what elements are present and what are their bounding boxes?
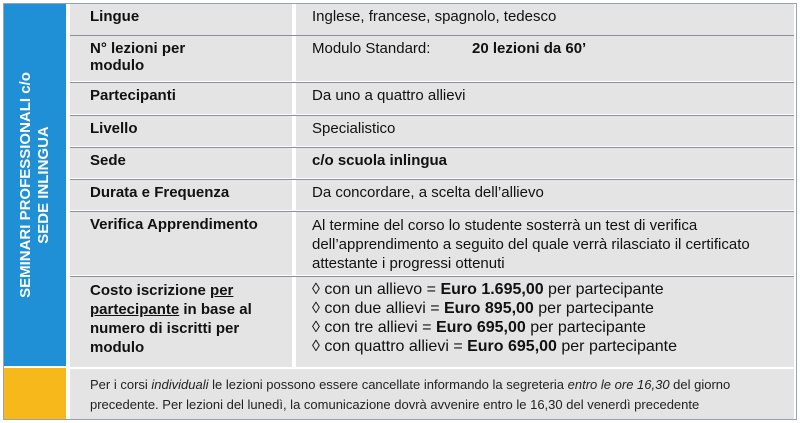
row-costo [70, 277, 794, 367]
row-label-line2: modulo [90, 57, 145, 74]
note-text: del giorno [669, 377, 731, 392]
row-label: Durata e Frequenza [70, 180, 292, 210]
value-line: attestante i progressi ottenuti [312, 255, 505, 272]
row-value: Inglese, francese, spagnolo, tedesco [296, 4, 794, 35]
diamond-icon: ◊ [312, 319, 320, 336]
price-amount: Euro 695,00 [435, 319, 526, 336]
sidebar-banner [4, 4, 66, 366]
cancellation-note [70, 369, 794, 419]
row-value [296, 277, 794, 367]
row-lingue [70, 4, 794, 35]
price-amount: Euro 1.695,00 [440, 281, 544, 298]
sidebar-title-line1: SEMINARI PROFESSIONALI c/o [17, 72, 34, 298]
sidebar-title [17, 72, 53, 298]
row-value: Da uno a quattro allievi [296, 83, 794, 114]
value-line: Al termine del corso lo studente sosterrà un test di verifica [312, 217, 698, 234]
row-label-line1: N° lezioni per [90, 40, 186, 57]
row-durata [70, 180, 794, 210]
row-label: Verifica Apprendimento [70, 212, 292, 275]
diamond-icon: ◊ [312, 281, 320, 298]
price-prefix: con un allievo = [324, 281, 441, 298]
price-amount: Euro 895,00 [444, 300, 534, 317]
row-label: Lingue [70, 4, 292, 35]
price-prefix: con tre allievi = [324, 319, 436, 336]
note-text: Per i corsi [90, 377, 152, 392]
row-livello [70, 116, 794, 146]
cost-label-underlined: per [210, 282, 234, 299]
row-value [296, 212, 794, 275]
cost-label-line1 [90, 281, 292, 300]
row-label: Partecipanti [70, 83, 292, 114]
row-label [70, 36, 292, 81]
course-info-table [3, 3, 797, 420]
value-line: dell’apprendimento a seguito del quale verrà rilasciato il certificato [312, 236, 750, 253]
row-value: Da concordare, a scelta dell’allievo [296, 180, 794, 210]
row-value [296, 36, 794, 81]
cost-label-text: in base al [179, 301, 252, 318]
row-partecipanti [70, 83, 794, 114]
row-sede [70, 148, 794, 178]
row-label [70, 277, 292, 367]
cost-label-line3: numero di iscritti per [90, 320, 240, 337]
price-suffix: per partecipante [556, 338, 678, 355]
note-text: le lezioni possono essere cancellate informando la segreteria [208, 377, 568, 392]
row-value: c/o scuola inlingua [296, 148, 794, 178]
note-line1 [90, 375, 794, 395]
price-item [312, 318, 794, 337]
cost-label-underlined: partecipante [90, 301, 180, 318]
price-prefix: con due allievi = [324, 300, 444, 317]
row-value: Specialistico [296, 116, 794, 146]
note-italic: individuali [151, 377, 209, 392]
row-verifica [70, 212, 794, 275]
price-suffix: per partecipante [525, 319, 646, 336]
price-item [312, 299, 794, 318]
price-item [312, 337, 794, 356]
row-lezioni [70, 36, 794, 81]
price-amount: Euro 695,00 [467, 338, 557, 355]
value-bold: 20 lezioni da 60’ [472, 40, 587, 57]
price-item [312, 280, 794, 299]
value-prefix: Modulo Standard: [312, 40, 431, 57]
price-prefix: con quattro allievi = [324, 338, 468, 355]
price-suffix: per partecipante [543, 281, 664, 298]
diamond-icon: ◊ [312, 338, 320, 355]
cost-label-line4: modulo [90, 339, 145, 356]
cost-label-text: Costo iscrizione [90, 282, 211, 299]
row-label: Livello [70, 116, 292, 146]
note-italic: entro le ore 16,30 [567, 377, 670, 392]
accent-block [4, 368, 66, 419]
row-label: Sede [70, 148, 292, 178]
diamond-icon: ◊ [312, 300, 320, 317]
cost-label-line2 [90, 300, 292, 319]
note-line2: precedente. Per lezioni del lunedì, la comunicazione dovrà avvenire entro le 16,30 del venerdì precedente [90, 397, 700, 412]
price-suffix: per partecipante [533, 300, 654, 317]
sidebar-title-line2: SEDE INLINGUA [35, 126, 52, 244]
